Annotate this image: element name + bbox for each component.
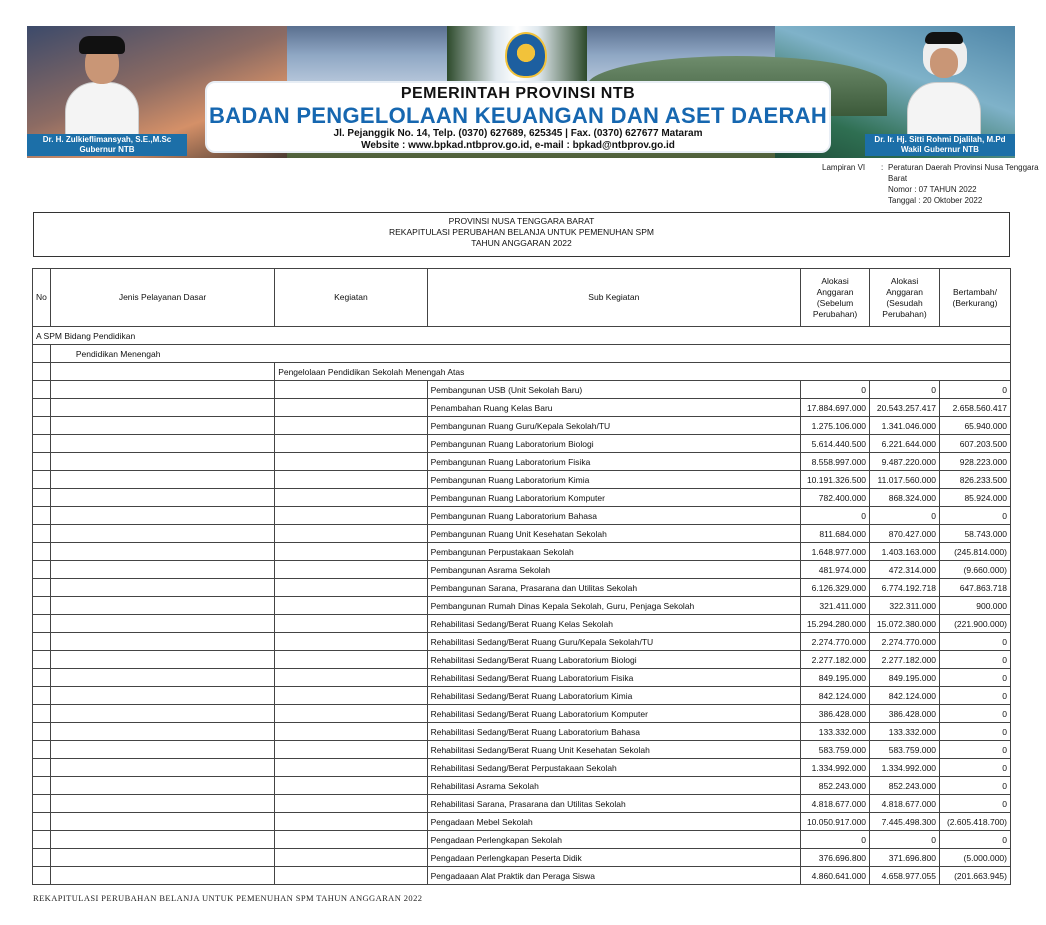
row-kegiatan xyxy=(275,507,427,525)
row-jenis xyxy=(50,705,274,723)
row-alokasi-sebelum: 8.558.997.000 xyxy=(801,453,870,471)
row-alokasi-sesudah: 9.487.220.000 xyxy=(870,453,940,471)
row-selisih: (245.814.000) xyxy=(940,543,1011,561)
row-jenis xyxy=(50,417,274,435)
heading-title: REKAPITULASI PERUBAHAN BELANJA UNTUK PEMENUHAN SPM xyxy=(389,227,654,237)
table-row xyxy=(33,381,1011,399)
row-no xyxy=(33,381,51,399)
row-kegiatan xyxy=(275,435,427,453)
row-jenis xyxy=(50,867,274,885)
governor-role: Gubernur NTB xyxy=(79,145,135,154)
row-sub-kegiatan: Rehabilitasi Asrama Sekolah xyxy=(427,777,800,795)
table-row xyxy=(33,579,1011,597)
row-jenis xyxy=(50,489,274,507)
governor-portrait xyxy=(61,32,143,144)
row-no xyxy=(33,777,51,795)
governor-name: Dr. H. Zulkieflimansyah, S.E.,M.Sc xyxy=(42,135,172,144)
row-sub-kegiatan: Rehabilitasi Sedang/Berat Ruang Laboratorium Bahasa xyxy=(427,723,800,741)
row-kegiatan xyxy=(275,651,427,669)
row-alokasi-sesudah: 1.341.046.000 xyxy=(870,417,940,435)
row-alokasi-sebelum: 849.195.000 xyxy=(801,669,870,687)
row-no xyxy=(33,453,51,471)
row-no xyxy=(33,435,51,453)
row-kegiatan xyxy=(275,453,427,471)
row-alokasi-sesudah: 7.445.498.300 xyxy=(870,813,940,831)
table-row xyxy=(33,795,1011,813)
row-jenis xyxy=(50,633,274,651)
row-alokasi-sesudah: 6.221.644.000 xyxy=(870,435,940,453)
row-sub-kegiatan: Rehabilitasi Sedang/Berat Ruang Laboratorium Fisika xyxy=(427,669,800,687)
row-alokasi-sebelum: 1.648.977.000 xyxy=(801,543,870,561)
row-selisih: 0 xyxy=(940,705,1011,723)
table-row xyxy=(33,651,1011,669)
row-no xyxy=(33,399,51,417)
row-selisih: 0 xyxy=(940,741,1011,759)
row-jenis xyxy=(50,759,274,777)
row-selisih: 647.863.718 xyxy=(940,579,1011,597)
row-alokasi-sebelum: 0 xyxy=(801,507,870,525)
row-alokasi-sebelum: 10.050.917.000 xyxy=(801,813,870,831)
row-alokasi-sebelum: 2.274.770.000 xyxy=(801,633,870,651)
row-sub-kegiatan: Pengadaaan Alat Praktik dan Peraga Siswa xyxy=(427,867,800,885)
row-alokasi-sebelum: 0 xyxy=(801,831,870,849)
row-sub-kegiatan: Pengadaan Perlengkapan Sekolah xyxy=(427,831,800,849)
header-alokasi-sebelum: Alokasi Anggaran (Sebelum Perubahan) xyxy=(801,269,870,327)
kegiatan-row xyxy=(33,363,1011,381)
row-selisih: 58.743.000 xyxy=(940,525,1011,543)
row-no xyxy=(33,489,51,507)
row-selisih: 0 xyxy=(940,669,1011,687)
table-row xyxy=(33,525,1011,543)
vice-governor-portrait xyxy=(903,32,985,144)
row-alokasi-sesudah: 849.195.000 xyxy=(870,669,940,687)
row-sub-kegiatan: Pembangunan Ruang Laboratorium Bahasa xyxy=(427,507,800,525)
vice-governor-name: Dr. Ir. Hj. Sitti Rohmi Djalilah, M.Pd xyxy=(874,135,1006,144)
row-kegiatan xyxy=(275,723,427,741)
row-sub-kegiatan: Rehabilitasi Sedang/Berat Ruang Laboratorium Biologi xyxy=(427,651,800,669)
row-alokasi-sesudah: 2.277.182.000 xyxy=(870,651,940,669)
row-jenis xyxy=(50,831,274,849)
row-jenis xyxy=(50,435,274,453)
row-kegiatan xyxy=(275,597,427,615)
header-jenis-pelayanan: Jenis Pelayanan Dasar xyxy=(50,269,274,327)
header-alokasi-sesudah: Alokasi Anggaran (Sesudah Perubahan) xyxy=(870,269,940,327)
row-jenis xyxy=(50,741,274,759)
row-sub-kegiatan: Rehabilitasi Sedang/Berat Ruang Unit Kesehatan Sekolah xyxy=(427,741,800,759)
row-no xyxy=(33,543,51,561)
row-sub-kegiatan: Pembangunan Ruang Laboratorium Biologi xyxy=(427,435,800,453)
row-jenis xyxy=(50,543,274,561)
row-alokasi-sebelum: 782.400.000 xyxy=(801,489,870,507)
row-alokasi-sebelum: 583.759.000 xyxy=(801,741,870,759)
row-selisih: 0 xyxy=(940,759,1011,777)
row-kegiatan xyxy=(275,687,427,705)
table-row xyxy=(33,813,1011,831)
heading-province: PROVINSI NUSA TENGGARA BARAT xyxy=(448,216,595,226)
row-alokasi-sesudah: 0 xyxy=(870,831,940,849)
table-row xyxy=(33,705,1011,723)
row-jenis xyxy=(50,813,274,831)
row-jenis xyxy=(50,381,274,399)
row-sub-kegiatan: Rehabilitasi Sedang/Berat Ruang Guru/Kepala Sekolah/TU xyxy=(427,633,800,651)
row-jenis xyxy=(50,507,274,525)
subsection-label: Pendidikan Menengah xyxy=(50,345,1010,363)
row-alokasi-sebelum: 2.277.182.000 xyxy=(801,651,870,669)
row-alokasi-sesudah: 583.759.000 xyxy=(870,741,940,759)
row-alokasi-sesudah: 1.403.163.000 xyxy=(870,543,940,561)
row-sub-kegiatan: Pembangunan Perpustakaan Sekolah xyxy=(427,543,800,561)
row-kegiatan xyxy=(275,831,427,849)
section-row xyxy=(33,327,1011,345)
row-no xyxy=(33,507,51,525)
ntb-province-emblem-icon xyxy=(505,32,547,78)
table-row xyxy=(33,417,1011,435)
row-kegiatan xyxy=(275,543,427,561)
attachment-number: Nomor : 07 TAHUN 2022 xyxy=(888,185,977,194)
table-row xyxy=(33,687,1011,705)
row-no xyxy=(33,615,51,633)
row-alokasi-sesudah: 1.334.992.000 xyxy=(870,759,940,777)
row-no xyxy=(33,561,51,579)
row-no xyxy=(33,579,51,597)
row-sub-kegiatan: Pembangunan Ruang Unit Kesehatan Sekolah xyxy=(427,525,800,543)
row-selisih: 0 xyxy=(940,633,1011,651)
row-alokasi-sebelum: 5.614.440.500 xyxy=(801,435,870,453)
row-no xyxy=(33,597,51,615)
banner-title-2: BADAN PENGELOLAAN KEUANGAN DAN ASET DAERAH xyxy=(208,103,828,128)
heading-year: TAHUN ANGGARAN 2022 xyxy=(471,238,572,248)
row-sub-kegiatan: Pembangunan Rumah Dinas Kepala Sekolah, Guru, Penjaga Sekolah xyxy=(427,597,800,615)
row-selisih: 85.924.000 xyxy=(940,489,1011,507)
row-selisih: (9.660.000) xyxy=(940,561,1011,579)
row-alokasi-sesudah: 11.017.560.000 xyxy=(870,471,940,489)
row-alokasi-sesudah: 4.658.977.055 xyxy=(870,867,940,885)
row-alokasi-sebelum: 4.860.641.000 xyxy=(801,867,870,885)
row-alokasi-sebelum: 386.428.000 xyxy=(801,705,870,723)
row-jenis xyxy=(50,525,274,543)
table-row xyxy=(33,435,1011,453)
row-selisih: 0 xyxy=(940,723,1011,741)
table-row xyxy=(33,669,1011,687)
row-alokasi-sesudah: 842.124.000 xyxy=(870,687,940,705)
table-row xyxy=(33,489,1011,507)
row-alokasi-sebelum: 1.334.992.000 xyxy=(801,759,870,777)
row-no xyxy=(33,471,51,489)
row-selisih: 928.223.000 xyxy=(940,453,1011,471)
row-selisih: 0 xyxy=(940,777,1011,795)
spm-budget-table xyxy=(32,268,1011,885)
row-sub-kegiatan: Rehabilitasi Sedang/Berat Ruang Laboratorium Kimia xyxy=(427,687,800,705)
row-sub-kegiatan: Pembangunan Ruang Laboratorium Komputer xyxy=(427,489,800,507)
row-alokasi-sesudah: 472.314.000 xyxy=(870,561,940,579)
row-no xyxy=(33,705,51,723)
row-sub-kegiatan: Pembangunan Ruang Laboratorium Fisika xyxy=(427,453,800,471)
table-row xyxy=(33,849,1011,867)
header-bertambah-berkurang: Bertambah/ (Berkurang) xyxy=(940,269,1011,327)
row-alokasi-sesudah: 0 xyxy=(870,381,940,399)
row-sub-kegiatan: Rehabilitasi Sedang/Berat Perpustakaan Sekolah xyxy=(427,759,800,777)
table-row xyxy=(33,777,1011,795)
row-no xyxy=(33,687,51,705)
row-kegiatan xyxy=(275,399,427,417)
row-no xyxy=(33,759,51,777)
table-row xyxy=(33,597,1011,615)
row-sub-kegiatan: Pembangunan Ruang Guru/Kepala Sekolah/TU xyxy=(427,417,800,435)
row-no xyxy=(33,849,51,867)
table-row xyxy=(33,399,1011,417)
banner-title-1: PEMERINTAH PROVINSI NTB xyxy=(400,85,636,102)
row-alokasi-sebelum: 10.191.326.500 xyxy=(801,471,870,489)
row-kegiatan xyxy=(275,471,427,489)
table-row xyxy=(33,723,1011,741)
header-no: No xyxy=(33,269,51,327)
row-kegiatan xyxy=(275,759,427,777)
row-no xyxy=(33,831,51,849)
row-no xyxy=(33,723,51,741)
row-no xyxy=(33,741,51,759)
row-alokasi-sebelum: 811.684.000 xyxy=(801,525,870,543)
row-alokasi-sesudah: 386.428.000 xyxy=(870,705,940,723)
row-selisih: 0 xyxy=(940,507,1011,525)
table-header-row xyxy=(33,269,1011,327)
row-kegiatan xyxy=(275,705,427,723)
row-no xyxy=(33,633,51,651)
row-jenis xyxy=(50,471,274,489)
table-row xyxy=(33,759,1011,777)
row-jenis xyxy=(50,651,274,669)
row-no xyxy=(33,525,51,543)
row-kegiatan xyxy=(275,489,427,507)
row-selisih: (2.605.418.700) xyxy=(940,813,1011,831)
row-jenis xyxy=(50,723,274,741)
attachment-label: Lampiran VI xyxy=(822,163,866,172)
row-jenis xyxy=(50,849,274,867)
row-kegiatan xyxy=(275,741,427,759)
row-sub-kegiatan: Rehabilitasi Sarana, Prasarana dan Utilitas Sekolah xyxy=(427,795,800,813)
row-kegiatan xyxy=(275,867,427,885)
row-kegiatan xyxy=(275,417,427,435)
row-kegiatan xyxy=(275,795,427,813)
row-selisih: 900.000 xyxy=(940,597,1011,615)
table-row xyxy=(33,471,1011,489)
row-alokasi-sebelum: 133.332.000 xyxy=(801,723,870,741)
table-row xyxy=(33,561,1011,579)
row-alokasi-sebelum: 481.974.000 xyxy=(801,561,870,579)
table-row xyxy=(33,867,1011,885)
row-alokasi-sebelum: 1.275.106.000 xyxy=(801,417,870,435)
attachment-regulation: Peraturan Daerah Provinsi Nusa Tenggara Barat xyxy=(888,163,1039,183)
row-no xyxy=(33,813,51,831)
row-alokasi-sesudah: 0 xyxy=(870,507,940,525)
header-sub-kegiatan: Sub Kegiatan xyxy=(427,269,800,327)
table-row xyxy=(33,633,1011,651)
row-jenis xyxy=(50,597,274,615)
row-selisih: 0 xyxy=(940,687,1011,705)
row-sub-kegiatan: Rehabilitasi Sedang/Berat Ruang Laboratorium Komputer xyxy=(427,705,800,723)
banner-title-box xyxy=(205,81,831,153)
row-alokasi-sebelum: 852.243.000 xyxy=(801,777,870,795)
row-sub-kegiatan: Pembangunan USB (Unit Sekolah Baru) xyxy=(427,381,800,399)
row-jenis xyxy=(50,561,274,579)
row-alokasi-sesudah: 322.311.000 xyxy=(870,597,940,615)
row-sub-kegiatan: Pembangunan Sarana, Prasarana dan Utilitas Sekolah xyxy=(427,579,800,597)
row-kegiatan xyxy=(275,633,427,651)
row-jenis xyxy=(50,795,274,813)
row-selisih: 0 xyxy=(940,651,1011,669)
row-kegiatan xyxy=(275,381,427,399)
row-no xyxy=(33,669,51,687)
row-jenis xyxy=(50,453,274,471)
row-jenis xyxy=(50,687,274,705)
row-jenis xyxy=(50,669,274,687)
vice-governor-nameplate xyxy=(865,134,1015,156)
kegiatan-label: Pengelolaan Pendidikan Sekolah Menengah Atas xyxy=(275,363,1011,381)
row-alokasi-sesudah: 6.774.192.718 xyxy=(870,579,940,597)
row-no xyxy=(33,867,51,885)
row-kegiatan xyxy=(275,813,427,831)
row-sub-kegiatan: Pembangunan Ruang Laboratorium Kimia xyxy=(427,471,800,489)
row-jenis xyxy=(50,399,274,417)
row-alokasi-sesudah: 2.274.770.000 xyxy=(870,633,940,651)
row-selisih: (221.900.000) xyxy=(940,615,1011,633)
row-selisih: 0 xyxy=(940,795,1011,813)
row-sub-kegiatan: Pengadaan Perlengkapan Peserta Didik xyxy=(427,849,800,867)
subsection-row xyxy=(33,345,1011,363)
report-heading xyxy=(33,212,1010,257)
row-sub-kegiatan: Pengadaan Mebel Sekolah xyxy=(427,813,800,831)
section-label: A SPM Bidang Pendidikan xyxy=(33,327,1011,345)
header-banner xyxy=(27,26,1015,158)
table-row xyxy=(33,507,1011,525)
table-row xyxy=(33,831,1011,849)
row-alokasi-sesudah: 870.427.000 xyxy=(870,525,940,543)
row-alokasi-sesudah: 20.543.257.417 xyxy=(870,399,940,417)
row-alokasi-sebelum: 15.294.280.000 xyxy=(801,615,870,633)
row-selisih: 607.203.500 xyxy=(940,435,1011,453)
row-alokasi-sesudah: 868.324.000 xyxy=(870,489,940,507)
row-selisih: 65.940.000 xyxy=(940,417,1011,435)
attachment-colon: : xyxy=(881,163,884,172)
row-sub-kegiatan: Pembangunan Asrama Sekolah xyxy=(427,561,800,579)
row-selisih: (5.000.000) xyxy=(940,849,1011,867)
row-no xyxy=(33,417,51,435)
row-selisih: 0 xyxy=(940,381,1011,399)
row-alokasi-sesudah: 133.332.000 xyxy=(870,723,940,741)
vice-governor-role: Wakil Gubernur NTB xyxy=(901,145,979,154)
row-kegiatan xyxy=(275,561,427,579)
table-row xyxy=(33,615,1011,633)
row-kegiatan xyxy=(275,615,427,633)
row-alokasi-sebelum: 376.696.800 xyxy=(801,849,870,867)
row-alokasi-sebelum: 0 xyxy=(801,381,870,399)
row-alokasi-sesudah: 4.818.677.000 xyxy=(870,795,940,813)
row-alokasi-sesudah: 852.243.000 xyxy=(870,777,940,795)
attachment-date: Tanggal : 20 Oktober 2022 xyxy=(888,196,983,205)
governor-nameplate xyxy=(27,134,187,156)
row-alokasi-sebelum: 17.884.697.000 xyxy=(801,399,870,417)
row-jenis xyxy=(50,579,274,597)
row-no xyxy=(33,795,51,813)
row-kegiatan xyxy=(275,849,427,867)
row-alokasi-sesudah: 371.696.800 xyxy=(870,849,940,867)
header-kegiatan: Kegiatan xyxy=(275,269,427,327)
row-selisih: 826.233.500 xyxy=(940,471,1011,489)
row-sub-kegiatan: Rehabilitasi Sedang/Berat Ruang Kelas Sekolah xyxy=(427,615,800,633)
row-kegiatan xyxy=(275,579,427,597)
row-alokasi-sebelum: 842.124.000 xyxy=(801,687,870,705)
row-sub-kegiatan: Penambahan Ruang Kelas Baru xyxy=(427,399,800,417)
row-alokasi-sesudah: 15.072.380.000 xyxy=(870,615,940,633)
row-jenis xyxy=(50,777,274,795)
row-kegiatan xyxy=(275,777,427,795)
table-row xyxy=(33,543,1011,561)
banner-website: Website : www.bpkad.ntbprov.go.id, e-mail : bpkad@ntbprov.go.id xyxy=(361,140,675,151)
row-alokasi-sebelum: 4.818.677.000 xyxy=(801,795,870,813)
table-row xyxy=(33,741,1011,759)
banner-address: Jl. Pejanggik No. 14, Telp. (0370) 627689, 625345 | Fax. (0370) 627677 Mataram xyxy=(333,128,703,139)
page-footer: REKAPITULASI PERUBAHAN BELANJA UNTUK PEMENUHAN SPM TAHUN ANGGARAN 2022 xyxy=(33,893,423,903)
row-kegiatan xyxy=(275,525,427,543)
row-alokasi-sebelum: 6.126.329.000 xyxy=(801,579,870,597)
row-selisih: 2.658.560.417 xyxy=(940,399,1011,417)
row-kegiatan xyxy=(275,669,427,687)
row-selisih: (201.663.945) xyxy=(940,867,1011,885)
row-no xyxy=(33,651,51,669)
table-row xyxy=(33,453,1011,471)
row-jenis xyxy=(50,615,274,633)
row-selisih: 0 xyxy=(940,831,1011,849)
row-alokasi-sebelum: 321.411.000 xyxy=(801,597,870,615)
